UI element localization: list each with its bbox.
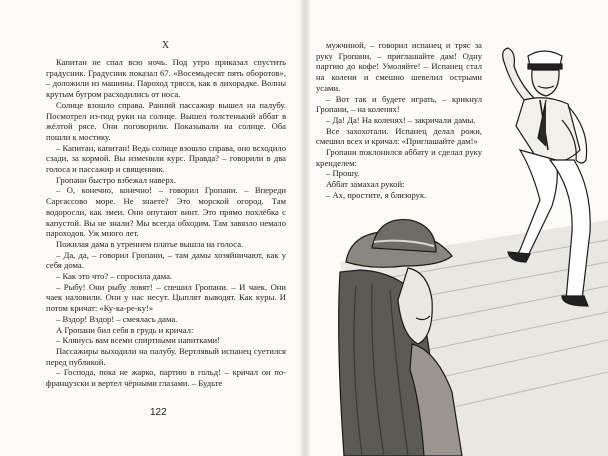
paragraph: Гропани быстро взбежал наверх. bbox=[56, 174, 177, 185]
paragraph: А Гропани бил себя в грудь и кричал: bbox=[56, 324, 194, 335]
paragraph: мужчиной, – говорил испанец и тряс за руку Гропани, – приглашайте дам! Одну партию до кофе! Умоляйте! – Испанец стал на колени и смешно шевелил острыми усами. bbox=[316, 40, 482, 93]
paragraph: – Вздор! Вздор! – смеялась дама. bbox=[56, 313, 178, 324]
paragraph: – Господа, пока не жарко, партию в гольд! – кричал он по-французски и вертел чёрными глазами. – Будьте bbox=[46, 367, 286, 389]
paragraph: – Ах, простите, я близорук. bbox=[326, 189, 427, 200]
paragraph: – Вот так и будете играть, – крикнул Гропани, – на коленях! bbox=[316, 93, 482, 115]
book-gutter bbox=[300, 0, 310, 456]
chapter-heading: X bbox=[161, 40, 171, 51]
paragraph: Аббат замахал рукой: bbox=[326, 179, 405, 190]
paragraph: – Капитан, капитан! Ведь солнце взошло справа, оно всходило сзади, за кормой. Вы изменили курс. Правда? – говорили в два голоса и пассажир и священник. bbox=[46, 142, 286, 175]
paragraph: – Рыбу! Они рыбу ловят! – спешил Гропани. – И чаек. Они чаек наловили. Они у нас несут. Цыплят выводят. Как куры. И потом кричат: «Ку-ка-ре-ку!» bbox=[46, 281, 286, 314]
sailor-figure-icon bbox=[503, 48, 591, 306]
left-page-text bbox=[46, 40, 286, 389]
page-number: 122 bbox=[150, 407, 167, 418]
right-page-text bbox=[316, 40, 482, 201]
paragraph: Солнце взошло справа. Ранний пассажир вышел на палубу. Посмотрел из-под руки на солнце. Вышел толстенький аббат в жёлтой рясе. Они поговорили. Показывали на солнце. Оба пошли к мостику. bbox=[46, 99, 286, 142]
paragraph: Пассажиры выходили на палубу. Вертлявый испанец суетился перед публикой. bbox=[46, 345, 286, 367]
paragraph: – Как это что? – спросила дама. bbox=[56, 271, 173, 282]
paragraph: – Да, да, – говорил Гропани, – там дамы хозяйничают, как у себя дома. bbox=[46, 249, 286, 271]
lady-with-hat-icon bbox=[339, 220, 462, 456]
paragraph: Гропани поклонился аббату и сделал руку кренделем: bbox=[316, 147, 482, 168]
paragraph: – Прошу. bbox=[326, 168, 360, 179]
deck-floor-icon bbox=[340, 220, 608, 456]
paragraph: Все захохотали. Испанец делал рожи, смешил всех и кричал: «Приглашайте дам!» bbox=[316, 125, 482, 147]
paragraph: Капитан не спал всю ночь. Под утро приказал спустить градусник. Градусник показал 67. «Восемьдесят пять оборотов», – доложили из машины. Пароход трясся, как в лихорадке. Волны крутым бугром расходились от носа. bbox=[46, 57, 286, 100]
paragraph: Пожилая дама в утреннем платье вышла на голоса. bbox=[56, 238, 244, 249]
paragraph: – Да! Да! На коленях! – закричали дамы. bbox=[326, 114, 476, 125]
paragraph: – Клянусь вам всеми спиртными напитками! bbox=[56, 335, 220, 346]
paragraph: – О, конечно, конечно! – говорил Гропани. – Впереди Саргассово море. Не знаете? Это морской огород. Там водоросли, как змеи. Они опутают винт. Это прямо похлёбка с капустой. Вы не знали? Мы всегда обходим. Там завязло немало пароходов. Уж много лет. bbox=[46, 185, 286, 239]
